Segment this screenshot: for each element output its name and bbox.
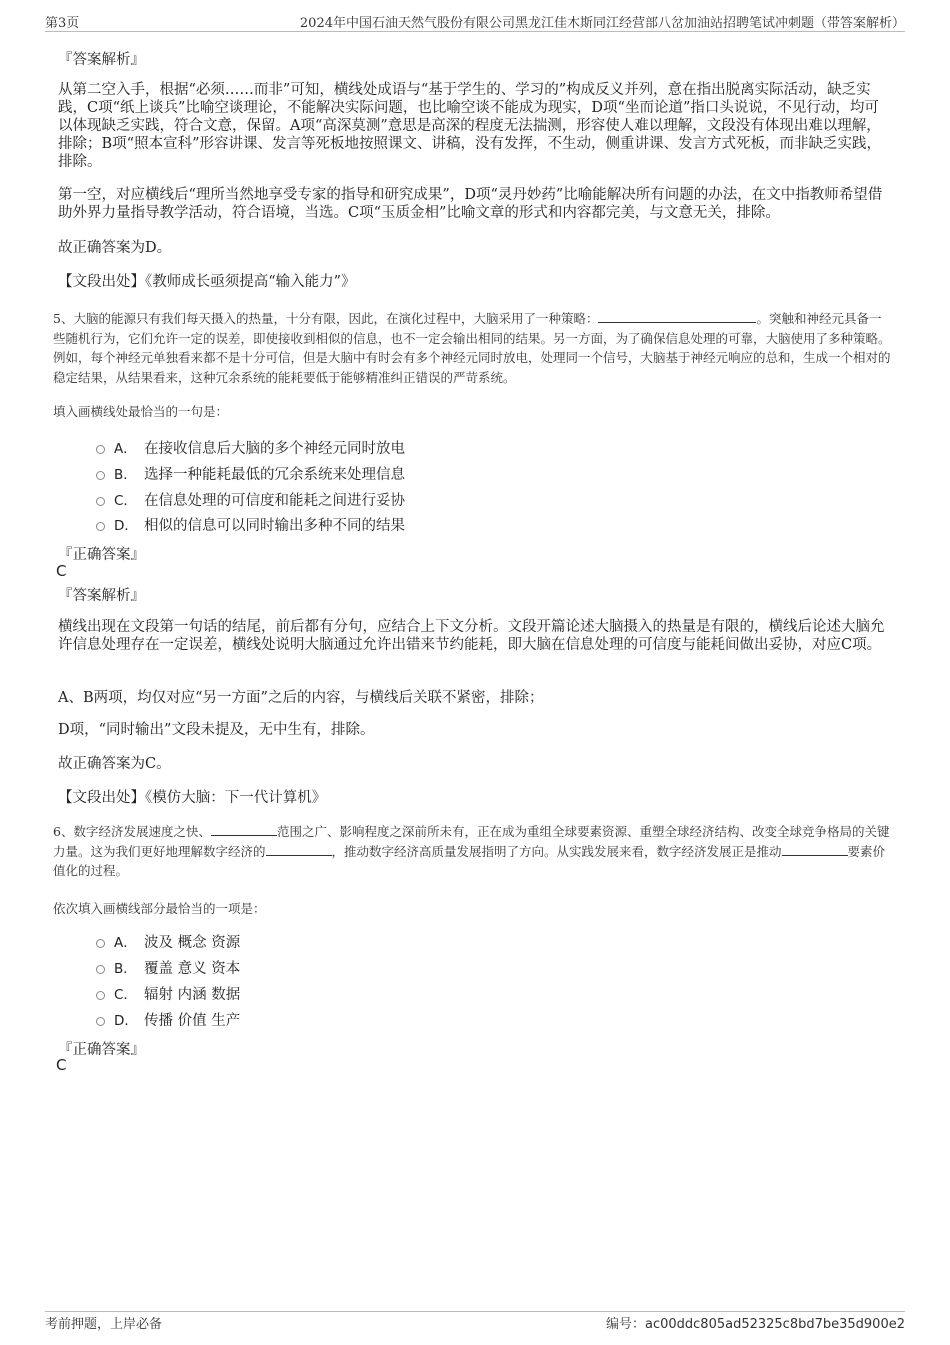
radio-button[interactable] [96, 471, 105, 480]
page-header [45, 12, 905, 32]
option-d[interactable]: D． 相似的信息可以同时输出多种不同的结果 [96, 514, 405, 534]
radio-button[interactable] [96, 965, 105, 974]
analysis-paragraph: A、B两项，均仅对应“另一方面”之后的内容，与横线后关联不紧密，排除； [58, 690, 544, 706]
answer-blank [266, 843, 332, 856]
answer-blank [782, 843, 848, 856]
radio-button[interactable] [96, 522, 105, 531]
analysis-paragraph: 从第二空入手，根据“必须……而非”可知，横线处成语与“基于学生的、学习的”构成反义并列，意在指出脱离实际活动，缺乏实践，C项“纸上谈兵”比喻空谈理论，不能解决实际问题，也比喻空谈不能成为现实，D项“坐而论道”指口头说说，不见行动，均可以体现缺乏实践，符合文意，保留。A项“高深莫测”意思是高深的程度无法揣测，形容使人难以理解，文段没有体现出难以理解，排除；B项“照本宣科”形容讲课、发言等死板地按照课文、讲稿，没有发挥，不生动，侧重讲课、发言方式死板，而非缺乏实践，排除。 [58, 82, 881, 170]
question-prompt: 填入画横线处最恰当的一句是： [53, 404, 229, 419]
analysis-tag: 『答案解析』 [58, 52, 145, 68]
correct-answer: C [56, 562, 67, 580]
analysis-tag: 『答案解析』 [58, 588, 145, 604]
radio-button[interactable] [96, 445, 105, 454]
footer-divider [45, 1311, 905, 1312]
footer-slogan: 考前押题，上岸必备 [45, 1317, 163, 1332]
source-note: 【文段出处】《模仿大脑：下一代计算机》 [58, 790, 327, 806]
option-b[interactable]: B． 覆盖 意义 资本 [96, 957, 240, 977]
radio-button[interactable] [96, 1017, 105, 1026]
conclusion: 故正确答案为C。 [58, 756, 171, 772]
question-text: 5、大脑的能源只有我们每天摄入的热量，十分有限，因此，在演化过程中，大脑采用了一种策略： 。突触和神经元具备一些随机行为，它们允许一定的误差，即使接收到相似的信息，也不一定会输出相同的结果。另一方面，为了确保信息处理的可靠，大脑使用了多种策略。例如，每个神经元单独看来都不是十分可信，但是大脑中有时会有多个神经元同时放电，处理同一个信号，大脑基于神经元响应的总和，生成一个相对的稳定结果，从结果看来，这种冗余系统的能耗要低于能够精准纠正错误的严苛系统。 [53, 311, 891, 385]
radio-button[interactable] [96, 991, 105, 1000]
analysis-paragraph: 第一空，对应横线后“理所当然地享受专家的指导和研究成果”，D项“灵丹妙药”比喻能解决所有问题的办法，在文中指教师希望借助外界力量指导教学活动，符合语境，当选。C项“玉质金相”比喻文章的形式和内容都完美，与文意无关，排除。 [58, 187, 883, 221]
header-divider [45, 31, 905, 32]
option-b[interactable]: B． 选择一种能耗最低的冗余系统来处理信息 [96, 463, 405, 483]
conclusion: 故正确答案为D。 [58, 240, 172, 256]
analysis-paragraph: 横线出现在文段第一句话的结尾，前后都有分句，应结合上下文分析。文段开篇论述大脑摄入的热量是有限的，横线后论述大脑允许信息处理存在一定误差，横线处说明大脑通过允许出错来节约能耗，即大脑在信息处理的可信度与能耗间做出妥协，对应C项。 [58, 619, 885, 653]
question-prompt: 依次填入画横线部分最恰当的一项是： [53, 901, 266, 916]
option-c[interactable]: C． 辐射 内涵 数据 [96, 983, 240, 1003]
option-a[interactable]: A． 在接收信息后大脑的多个神经元同时放电 [96, 437, 405, 457]
answer-blank [598, 310, 756, 323]
correct-answer-tag: 『正确答案』 [58, 1042, 145, 1058]
analysis-paragraph: D项，“同时输出”文段未提及，无中生有，排除。 [58, 722, 375, 738]
page-number: 第3页 [45, 16, 80, 31]
document-title: 2024年中国石油天然气股份有限公司黑龙江佳木斯同江经营部八岔加油站招聘笔试冲刺题（带答案解析） [299, 16, 905, 31]
option-d[interactable]: D． 传播 价值 生产 [96, 1009, 240, 1029]
question-text: 6、数字经济发展速度之快、 范围之广、影响程度之深前所未有，正在成为重组全球要素资源、重塑全球经济结构、改变全球竞争格局的关键力量。这为我们更好地理解数字经济的 ，推动数字经济高质量发展指明了方向。从实践发展来看，数字经济发展正是推动 要素价值化的过程。 [53, 824, 890, 878]
radio-button[interactable] [96, 497, 105, 506]
option-c[interactable]: C． 在信息处理的可信度和能耗之间进行妥协 [96, 489, 405, 509]
answer-blank [211, 823, 277, 836]
page-footer [45, 1313, 905, 1333]
source-note: 【文段出处】《教师成长亟须提高“输入能力”》 [58, 274, 356, 290]
radio-button[interactable] [96, 939, 105, 948]
document-code: 编号：ac00ddc805ad52325c8bd7be35d900e2 [605, 1317, 905, 1332]
correct-answer: C [56, 1056, 67, 1074]
option-a[interactable]: A． 波及 概念 资源 [96, 931, 240, 951]
correct-answer-tag: 『正确答案』 [58, 547, 145, 563]
